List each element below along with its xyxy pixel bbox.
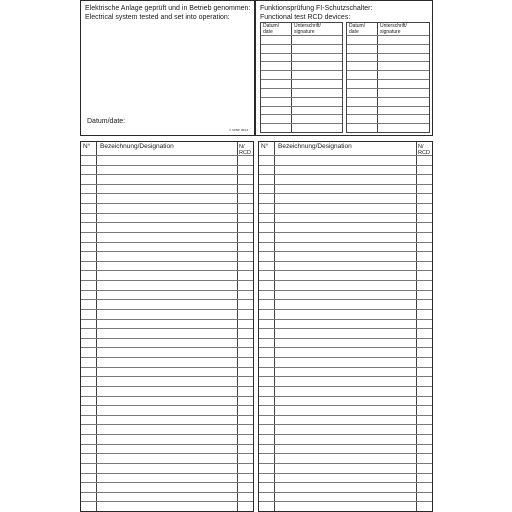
table-row (259, 328, 432, 329)
rcd-col-signature: Unterschrift/ signature (380, 23, 407, 35)
commissioning-box (80, 0, 255, 136)
table-row (259, 367, 432, 368)
table-row (81, 338, 253, 339)
circuit-table-right (258, 141, 433, 512)
table-row (259, 347, 432, 348)
table-row (81, 328, 253, 329)
table-row (81, 386, 253, 387)
table-row (259, 357, 432, 358)
table-row (81, 165, 253, 166)
rcd-row-line (347, 123, 429, 124)
commissioning-text-de: Elektrische Anlage geprüft und in Betrieb genommen: (85, 5, 251, 12)
date-label: Datum/date: (87, 118, 126, 125)
col-designation-header: Bezeichnung/Designation (278, 143, 352, 150)
table-row (81, 319, 253, 320)
table-row (81, 299, 253, 300)
table-row (81, 280, 253, 281)
table-row (259, 213, 432, 214)
table-row (259, 415, 432, 416)
table-row (81, 290, 253, 291)
table-row (259, 463, 432, 464)
rcd-row-line (261, 70, 342, 71)
table-row (81, 222, 253, 223)
rcd-row-line (261, 114, 342, 115)
circuit-table-left (80, 141, 254, 512)
table-row (81, 213, 253, 214)
table-row (259, 193, 432, 194)
table-row (81, 501, 253, 502)
rcd-row-line (261, 106, 342, 107)
table-row (81, 242, 253, 243)
col-divider-rcd (416, 142, 417, 511)
table-row (259, 434, 432, 435)
table-row (259, 473, 432, 474)
table-row (81, 270, 253, 271)
col-rcd-header: N/ RCD (239, 144, 251, 156)
table-row (81, 203, 253, 204)
table-row (81, 193, 253, 194)
table-row (81, 174, 253, 175)
table-row (81, 482, 253, 483)
rcd-col-date: Datum/ date (263, 23, 280, 35)
table-row (259, 482, 432, 483)
table-row (259, 299, 432, 300)
table-row (81, 424, 253, 425)
rcd-row-line (347, 44, 429, 45)
table-row (81, 357, 253, 358)
table-row (259, 165, 432, 166)
table-row (81, 367, 253, 368)
table-row (259, 386, 432, 387)
rcd-col-date: Datum/ date (349, 23, 366, 35)
table-row (259, 232, 432, 233)
table-row (259, 424, 432, 425)
rcd-table-left (260, 22, 343, 133)
table-row (259, 444, 432, 445)
rcd-row-line (347, 79, 429, 80)
table-row (81, 184, 253, 185)
table-row (81, 396, 253, 397)
table-row (81, 444, 253, 445)
table-row (259, 453, 432, 454)
rcd-row-line (261, 88, 342, 89)
rcd-test-title-en: Functional test RCD devices: (260, 14, 351, 21)
col-number-header: N° (83, 143, 91, 150)
table-row (259, 405, 432, 406)
table-row (259, 338, 432, 339)
table-row (259, 492, 432, 493)
rcd-table-right (346, 22, 430, 133)
table-row (81, 463, 253, 464)
col-divider-rcd (237, 142, 238, 511)
rcd-row-line (347, 35, 429, 36)
table-row (259, 242, 432, 243)
rcd-row-line (347, 97, 429, 98)
table-row (259, 309, 432, 310)
table-row (259, 270, 432, 271)
rcd-row-line (347, 88, 429, 89)
table-row (81, 232, 253, 233)
table-row (81, 376, 253, 377)
table-row (81, 155, 253, 156)
col-divider-number (274, 142, 275, 511)
col-divider-number (96, 142, 97, 511)
table-row (259, 319, 432, 320)
table-row (259, 396, 432, 397)
table-row (259, 501, 432, 502)
col-number-header: N° (261, 143, 269, 150)
rcd-col-divider (377, 23, 378, 132)
table-row (81, 405, 253, 406)
table-row (81, 251, 253, 252)
table-row (259, 376, 432, 377)
commissioning-text-en: Electrical system tested and set into operation: (85, 14, 230, 21)
rcd-row-line (347, 106, 429, 107)
table-row (81, 347, 253, 348)
table-row (259, 174, 432, 175)
rcd-row-line (347, 61, 429, 62)
col-rcd-header: N/ RCD (418, 144, 430, 156)
table-row (259, 290, 432, 291)
table-row (259, 155, 432, 156)
rcd-row-line (261, 44, 342, 45)
rcd-test-box (255, 0, 433, 136)
rcd-row-line (261, 79, 342, 80)
col-designation-header: Bezeichnung/Designation (100, 143, 174, 150)
table-row (259, 251, 432, 252)
table-row (81, 492, 253, 493)
rcd-row-line (347, 53, 429, 54)
table-row (81, 309, 253, 310)
rcd-col-signature: Unterschrift/ signature (294, 23, 321, 35)
rcd-row-line (261, 61, 342, 62)
table-row (259, 261, 432, 262)
table-row (259, 222, 432, 223)
rcd-row-line (261, 97, 342, 98)
rcd-row-line (347, 70, 429, 71)
table-row (259, 280, 432, 281)
table-row (259, 184, 432, 185)
table-row (81, 261, 253, 262)
rcd-row-line (347, 114, 429, 115)
form-code: © SKBP 05/14 (229, 128, 249, 132)
table-row (81, 453, 253, 454)
table-row (81, 415, 253, 416)
rcd-test-title-de: Funktionsprüfung FI-Schutzschalter: (260, 5, 373, 12)
rcd-row-line (261, 35, 342, 36)
rcd-col-divider (291, 23, 292, 132)
rcd-row-line (261, 123, 342, 124)
rcd-row-line (261, 53, 342, 54)
table-row (81, 434, 253, 435)
table-row (259, 203, 432, 204)
table-row (81, 473, 253, 474)
